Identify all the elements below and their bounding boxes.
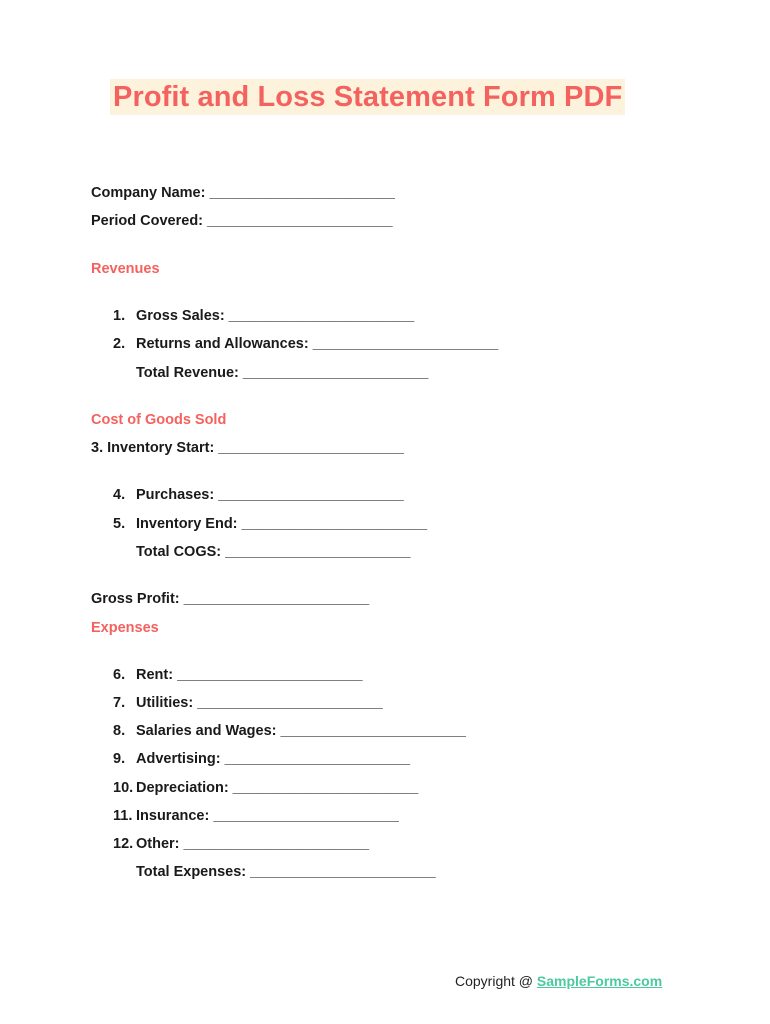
item-number: 8. <box>113 723 126 739</box>
salaries-wages-field: Salaries and Wages: _______________________ <box>136 723 466 739</box>
title-highlight <box>110 79 625 115</box>
item-number: 11. <box>113 808 133 824</box>
item-number: 1. <box>113 308 126 324</box>
item-number: 7. <box>113 695 126 711</box>
item-number: 10. <box>113 780 134 796</box>
item-number: 6. <box>113 667 126 683</box>
item-number: 9. <box>113 751 126 767</box>
item-number: 2. <box>113 336 126 352</box>
insurance-field: Insurance: _______________________ <box>136 808 399 824</box>
page-title: Profit and Loss Statement Form PDF <box>113 81 623 113</box>
returns-allowances-field: Returns and Allowances: _______________________ <box>136 336 499 352</box>
depreciation-field: Depreciation: _______________________ <box>136 780 419 796</box>
revenues-heading: Revenues <box>91 261 160 277</box>
expenses-heading: Expenses <box>91 620 159 636</box>
inventory-start-field: 3. Inventory Start: _______________________ <box>91 440 404 456</box>
advertising-field: Advertising: _______________________ <box>136 751 411 767</box>
gross-profit-field: Gross Profit: _______________________ <box>91 591 370 607</box>
item-number: 5. <box>113 516 126 532</box>
cogs-heading: Cost of Goods Sold <box>91 412 227 428</box>
gross-sales-field: Gross Sales: _______________________ <box>136 308 415 324</box>
total-expenses-field: Total Expenses: _______________________ <box>136 864 436 880</box>
inventory-end-field: Inventory End: _______________________ <box>136 516 428 532</box>
total-cogs-field: Total COGS: _______________________ <box>136 544 411 560</box>
item-number: 4. <box>113 487 126 503</box>
copyright-footer <box>455 973 662 989</box>
utilities-field: Utilities: _______________________ <box>136 695 383 711</box>
brand-link[interactable]: SampleForms.com <box>536 973 663 989</box>
copyright-text: Copyright @ <box>455 973 537 989</box>
purchases-field: Purchases: _______________________ <box>136 487 404 503</box>
period-covered-field: Period Covered: _______________________ <box>91 213 393 229</box>
other-field: Other: _______________________ <box>136 836 370 852</box>
company-name-field: Company Name: _______________________ <box>91 185 395 201</box>
item-number: 12. <box>113 836 134 852</box>
rent-field: Rent: _______________________ <box>136 667 363 683</box>
total-revenue-field: Total Revenue: _______________________ <box>136 365 429 381</box>
